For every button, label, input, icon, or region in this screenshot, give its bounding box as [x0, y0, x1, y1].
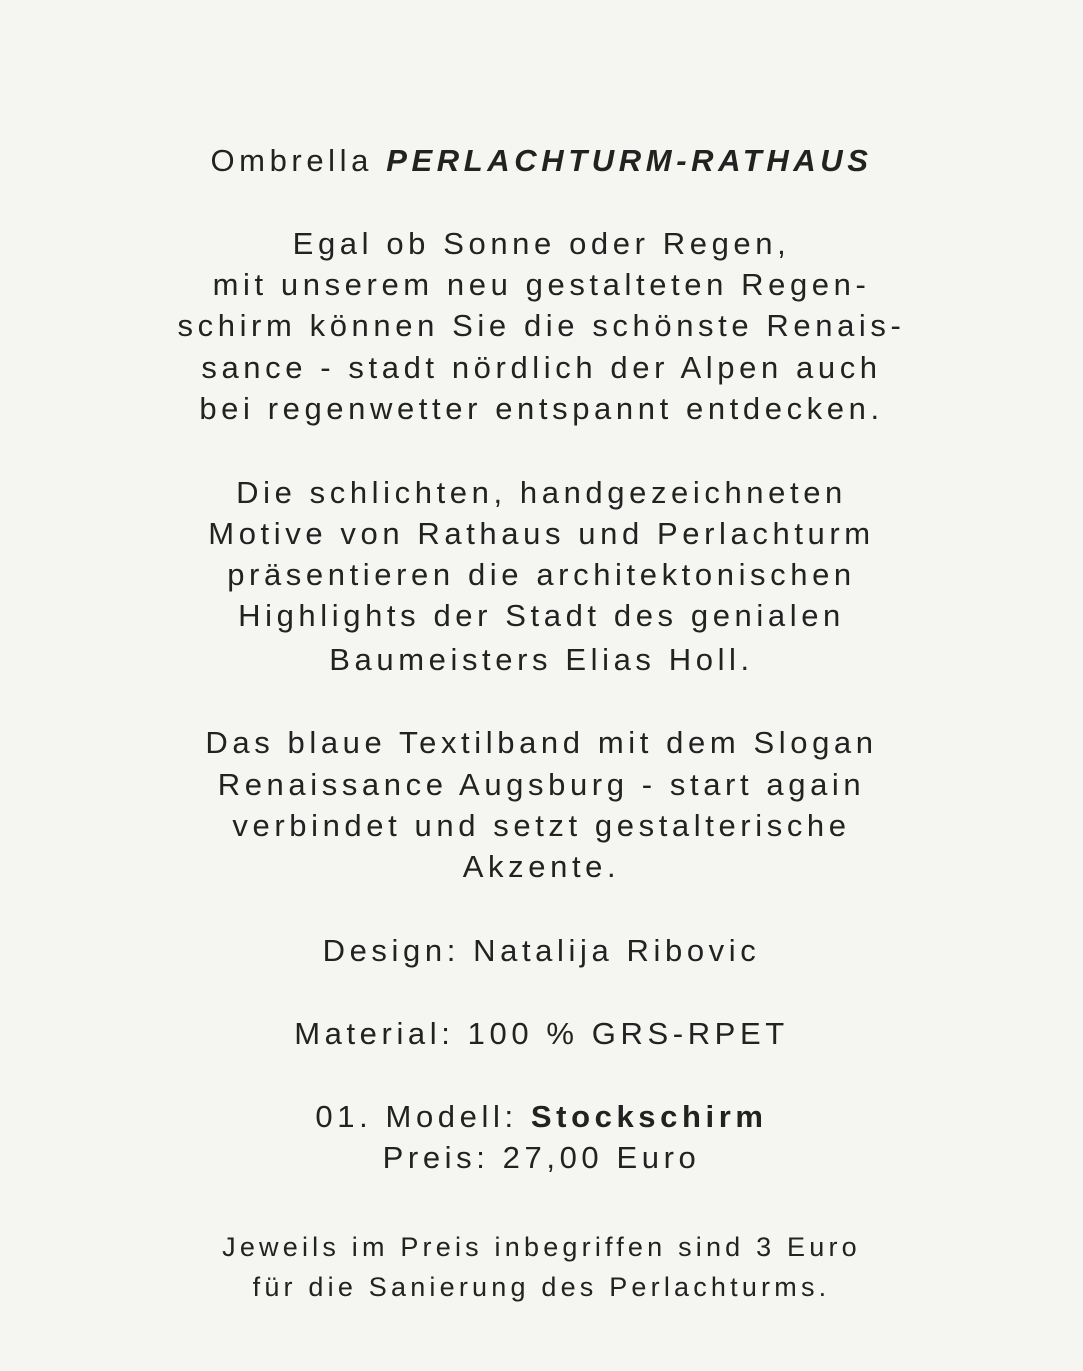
product-title-prefix: Ombrella	[210, 143, 387, 178]
intro-line-3: schirm können Sie die schönste Renais-	[177, 308, 906, 343]
note-line-2: für die Sanierung des Perlachturms.	[252, 1272, 831, 1302]
material-info: Material: 100 % GRS-RPET	[294, 1016, 789, 1051]
product-title-name: PERLACHTURM-RATHAUS	[386, 143, 873, 178]
band-line-4: Akzente.	[462, 849, 621, 884]
motifs-line-3: präsentieren die architektonischen	[227, 557, 856, 592]
model-prefix: 01. Modell:	[315, 1099, 531, 1134]
product-title	[0, 142, 1083, 180]
intro-line-5: bei regenwetter entspannt entdecken.	[199, 391, 884, 426]
model-info	[0, 1098, 1083, 1136]
motifs-line-5: Baumeisters Elias Holl.	[329, 642, 754, 677]
price-info: Preis: 27,00 Euro	[382, 1140, 701, 1175]
note-line-1: Jeweils im Preis inbegriffen sind 3 Euro	[222, 1232, 861, 1262]
band-line-3: verbindet und setzt gestalterische	[232, 808, 851, 843]
intro-line-2: mit unserem neu gestalteten Regen-	[212, 267, 871, 302]
model-name: Stockschirm	[530, 1099, 768, 1134]
motifs-line-1: Die schlichten, handgezeichneten	[236, 475, 847, 510]
motifs-line-4: Highlights der Stadt des genialen	[238, 598, 845, 633]
band-line-1: Das blaue Textilband mit dem Slogan	[205, 725, 878, 760]
design-credit: Design: Natalija Ribovic	[322, 933, 761, 968]
motifs-line-2: Motive von Rathaus und Perlachturm	[208, 516, 875, 551]
band-line-2: Renaissance Augsburg - start again	[217, 767, 866, 802]
intro-line-1: Egal ob Sonne oder Regen,	[292, 226, 791, 261]
intro-line-4: sance - stadt nördlich der Alpen auch	[201, 350, 882, 385]
